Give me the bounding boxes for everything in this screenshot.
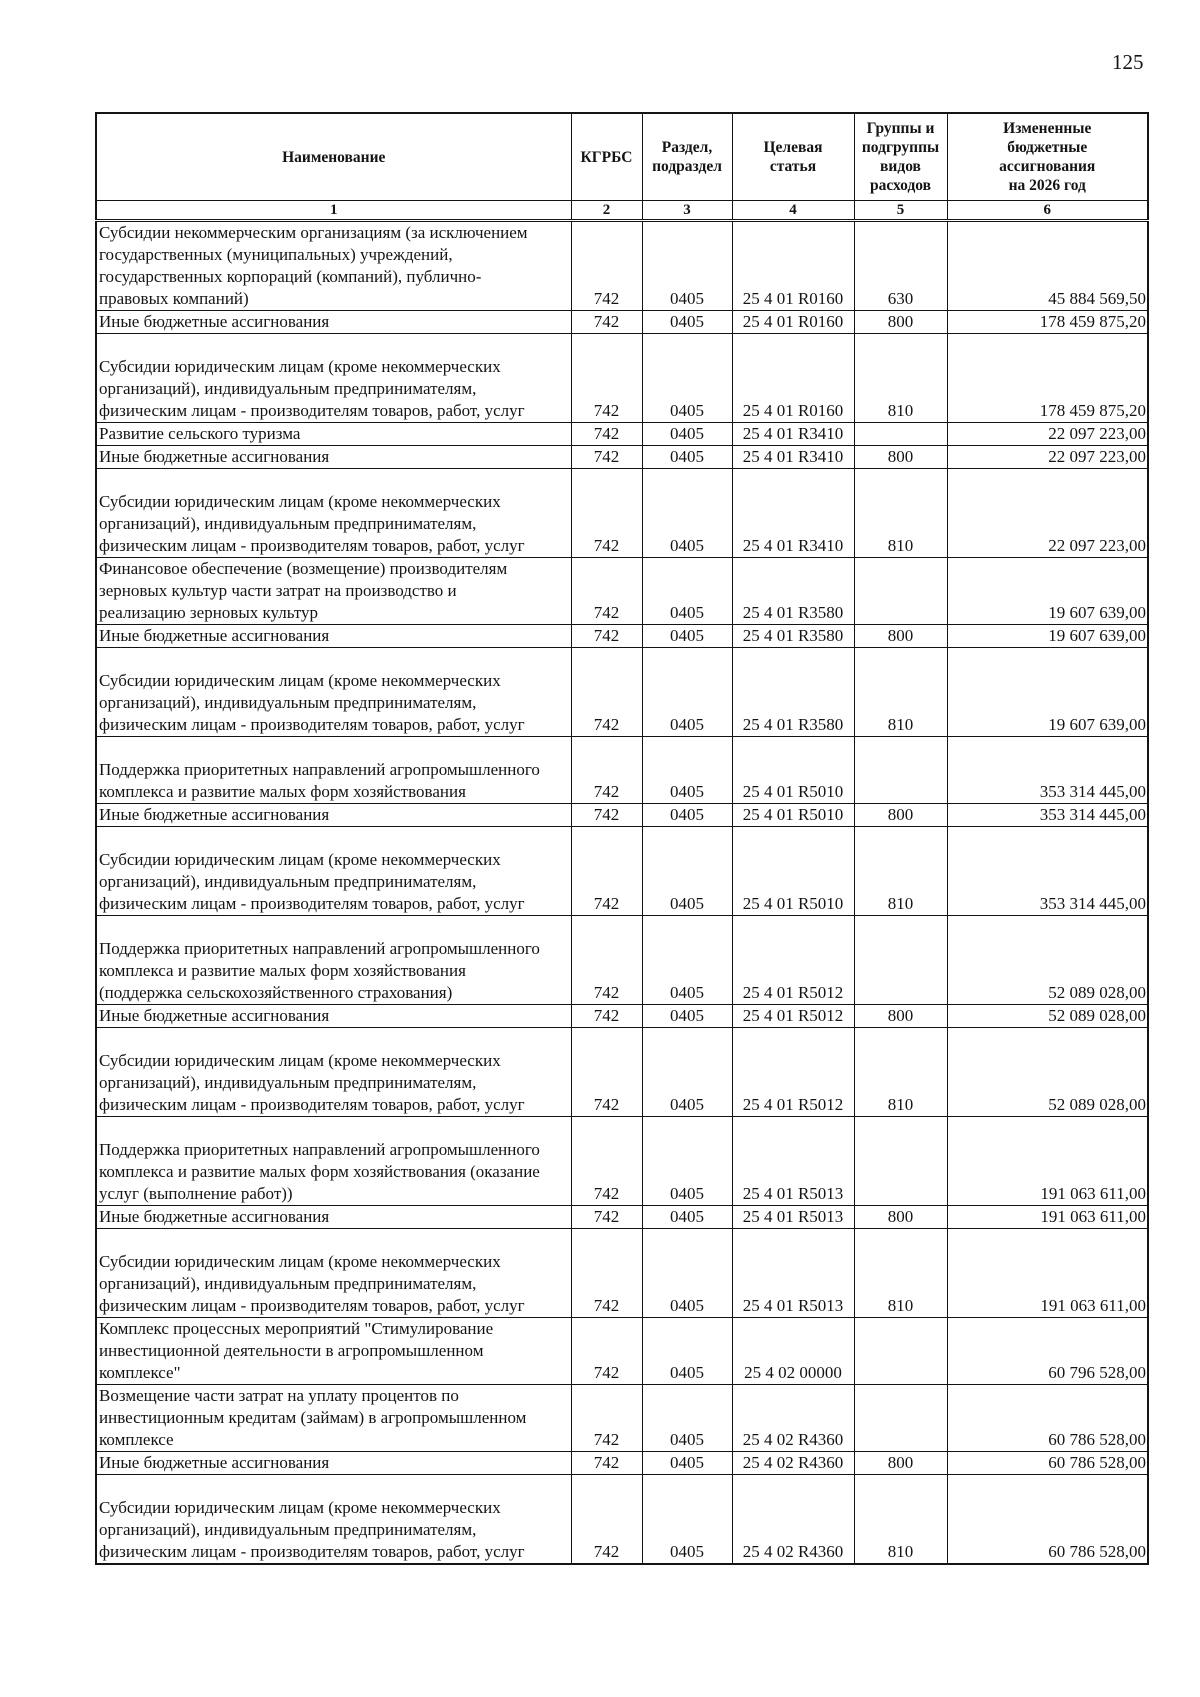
column-number: 3: [642, 201, 732, 221]
row-name-cell: Иные бюджетные ассигнования: [96, 1005, 571, 1028]
target-article-cell: 25 4 01 R3410: [732, 423, 854, 446]
section-cell: 0405: [642, 916, 732, 1005]
table-row: [96, 446, 1148, 469]
section-cell: 0405: [642, 1206, 732, 1229]
target-article-cell: 25 4 01 R5013: [732, 1117, 854, 1206]
expense-group-cell: [854, 1117, 947, 1206]
target-article-cell: 25 4 01 R3580: [732, 625, 854, 648]
header-kgrbs: КГРБС: [571, 113, 642, 201]
amount-cell: 60 786 528,00: [947, 1385, 1148, 1452]
amount-cell: 19 607 639,00: [947, 648, 1148, 737]
expense-group-cell: 800: [854, 804, 947, 827]
kgrbs-cell: 742: [571, 446, 642, 469]
section-cell: 0405: [642, 311, 732, 334]
amount-cell: 353 314 445,00: [947, 804, 1148, 827]
expense-group-cell: [854, 916, 947, 1005]
kgrbs-cell: 742: [571, 737, 642, 804]
target-article-cell: 25 4 01 R0160: [732, 311, 854, 334]
target-article-cell: 25 4 01 R3410: [732, 446, 854, 469]
target-article-cell: 25 4 01 R5012: [732, 1005, 854, 1028]
row-name-cell: Субсидии юридическим лицам (кроме некоммерческих организаций), индивидуальным предпринимателям, физическим лицам - производителям товаров, работ, услуг: [96, 648, 571, 737]
kgrbs-cell: 742: [571, 1005, 642, 1028]
kgrbs-cell: 742: [571, 1475, 642, 1565]
amount-cell: 22 097 223,00: [947, 446, 1148, 469]
section-cell: 0405: [642, 827, 732, 916]
expense-group-cell: 800: [854, 625, 947, 648]
kgrbs-cell: 742: [571, 423, 642, 446]
row-name-cell: Иные бюджетные ассигнования: [96, 446, 571, 469]
section-cell: 0405: [642, 558, 732, 625]
kgrbs-cell: 742: [571, 334, 642, 423]
section-cell: 0405: [642, 1229, 732, 1318]
table-row: [96, 1385, 1148, 1452]
expense-group-cell: 810: [854, 827, 947, 916]
table-row: [96, 827, 1148, 916]
target-article-cell: 25 4 01 R0160: [732, 221, 854, 311]
budget-table: [95, 112, 1149, 1565]
amount-cell: 191 063 611,00: [947, 1117, 1148, 1206]
target-article-cell: 25 4 02 R4360: [732, 1385, 854, 1452]
section-cell: 0405: [642, 1475, 732, 1565]
header-amount: Измененные бюджетные ассигнования на 2026 год: [947, 113, 1148, 201]
row-name-cell: Комплекс процессных мероприятий "Стимулирование инвестиционной деятельности в агропромышленном комплексе": [96, 1318, 571, 1385]
section-cell: 0405: [642, 1117, 732, 1206]
expense-group-cell: 800: [854, 311, 947, 334]
table-body: [96, 221, 1148, 1565]
table-row: [96, 625, 1148, 648]
table-row: [96, 469, 1148, 558]
header-expense-group: Группы и подгруппы видов расходов: [854, 113, 947, 201]
amount-cell: 60 796 528,00: [947, 1318, 1148, 1385]
row-name-cell: Субсидии некоммерческим организациям (за исключением государственных (муниципальных) учреждений, государственных корпораций (компаний), публично- правовых компаний): [96, 221, 571, 311]
expense-group-cell: 810: [854, 1028, 947, 1117]
section-cell: 0405: [642, 1318, 732, 1385]
expense-group-cell: 810: [854, 469, 947, 558]
expense-group-cell: 800: [854, 1005, 947, 1028]
target-article-cell: 25 4 01 R5013: [732, 1206, 854, 1229]
table-row: [96, 423, 1148, 446]
expense-group-cell: [854, 423, 947, 446]
table-row: [96, 1206, 1148, 1229]
section-cell: 0405: [642, 737, 732, 804]
expense-group-cell: 810: [854, 1229, 947, 1318]
kgrbs-cell: 742: [571, 1318, 642, 1385]
header-target-article: Целевая статья: [732, 113, 854, 201]
expense-group-cell: 800: [854, 1206, 947, 1229]
row-name-cell: Субсидии юридическим лицам (кроме некоммерческих организаций), индивидуальным предпринимателям, физическим лицам - производителям товаров, работ, услуг: [96, 1028, 571, 1117]
amount-cell: 22 097 223,00: [947, 469, 1148, 558]
expense-group-cell: [854, 558, 947, 625]
column-number-row: [96, 201, 1148, 221]
table-row: [96, 1229, 1148, 1318]
target-article-cell: 25 4 02 R4360: [732, 1452, 854, 1475]
row-name-cell: Иные бюджетные ассигнования: [96, 1206, 571, 1229]
table-row: [96, 311, 1148, 334]
amount-cell: 19 607 639,00: [947, 558, 1148, 625]
kgrbs-cell: 742: [571, 1385, 642, 1452]
row-name-cell: Развитие сельского туризма: [96, 423, 571, 446]
amount-cell: 353 314 445,00: [947, 737, 1148, 804]
expense-group-cell: [854, 1385, 947, 1452]
table-row: [96, 737, 1148, 804]
table-row: [96, 1318, 1148, 1385]
row-name-cell: Иные бюджетные ассигнования: [96, 804, 571, 827]
kgrbs-cell: 742: [571, 311, 642, 334]
target-article-cell: 25 4 01 R5013: [732, 1229, 854, 1318]
target-article-cell: 25 4 01 R3580: [732, 558, 854, 625]
kgrbs-cell: 742: [571, 916, 642, 1005]
target-article-cell: 25 4 01 R5010: [732, 804, 854, 827]
target-article-cell: 25 4 02 R4360: [732, 1475, 854, 1565]
table-row: [96, 648, 1148, 737]
column-number: 6: [947, 201, 1148, 221]
row-name-cell: Иные бюджетные ассигнования: [96, 1452, 571, 1475]
amount-cell: 52 089 028,00: [947, 916, 1148, 1005]
target-article-cell: 25 4 01 R3410: [732, 469, 854, 558]
row-name-cell: Субсидии юридическим лицам (кроме некоммерческих организаций), индивидуальным предпринимателям, физическим лицам - производителям товаров, работ, услуг: [96, 469, 571, 558]
row-name-cell: Поддержка приоритетных направлений агропромышленного комплекса и развитие малых форм хозяйствования (оказание услуг (выполнение работ)): [96, 1117, 571, 1206]
kgrbs-cell: 742: [571, 1028, 642, 1117]
section-cell: 0405: [642, 1028, 732, 1117]
table-row: [96, 334, 1148, 423]
section-cell: 0405: [642, 469, 732, 558]
table-row: [96, 916, 1148, 1005]
kgrbs-cell: 742: [571, 1117, 642, 1206]
row-name-cell: Субсидии юридическим лицам (кроме некоммерческих организаций), индивидуальным предпринимателям, физическим лицам - производителям товаров, работ, услуг: [96, 827, 571, 916]
target-article-cell: 25 4 01 R3580: [732, 648, 854, 737]
section-cell: 0405: [642, 1452, 732, 1475]
kgrbs-cell: 742: [571, 469, 642, 558]
expense-group-cell: 800: [854, 1452, 947, 1475]
expense-group-cell: [854, 737, 947, 804]
table-row: [96, 1005, 1148, 1028]
table-row: [96, 1117, 1148, 1206]
amount-cell: 60 786 528,00: [947, 1452, 1148, 1475]
row-name-cell: Субсидии юридическим лицам (кроме некоммерческих организаций), индивидуальным предпринимателям, физическим лицам - производителям товаров, работ, услуг: [96, 1229, 571, 1318]
header-row: [96, 113, 1148, 201]
section-cell: 0405: [642, 221, 732, 311]
section-cell: 0405: [642, 423, 732, 446]
amount-cell: 52 089 028,00: [947, 1028, 1148, 1117]
kgrbs-cell: 742: [571, 221, 642, 311]
table-row: [96, 1475, 1148, 1565]
row-name-cell: Финансовое обеспечение (возмещение) производителям зерновых культур части затрат на производство и реализацию зерновых культур: [96, 558, 571, 625]
table-row: [96, 558, 1148, 625]
header-section: Раздел, подраздел: [642, 113, 732, 201]
expense-group-cell: 630: [854, 221, 947, 311]
column-number: 2: [571, 201, 642, 221]
target-article-cell: 25 4 01 R0160: [732, 334, 854, 423]
page-number: 125: [1112, 50, 1144, 74]
expense-group-cell: 810: [854, 648, 947, 737]
table-row: [96, 1028, 1148, 1117]
column-number: 4: [732, 201, 854, 221]
target-article-cell: 25 4 02 00000: [732, 1318, 854, 1385]
amount-cell: 60 786 528,00: [947, 1475, 1148, 1565]
target-article-cell: 25 4 01 R5012: [732, 1028, 854, 1117]
row-name-cell: Иные бюджетные ассигнования: [96, 311, 571, 334]
section-cell: 0405: [642, 804, 732, 827]
kgrbs-cell: 742: [571, 1452, 642, 1475]
expense-group-cell: 800: [854, 446, 947, 469]
amount-cell: 178 459 875,20: [947, 311, 1148, 334]
table-row: [96, 804, 1148, 827]
section-cell: 0405: [642, 625, 732, 648]
row-name-cell: Возмещение части затрат на уплату процентов по инвестиционным кредитам (займам) в агропромышленном комплексе: [96, 1385, 571, 1452]
kgrbs-cell: 742: [571, 558, 642, 625]
amount-cell: 45 884 569,50: [947, 221, 1148, 311]
table-row: [96, 1452, 1148, 1475]
column-number: 5: [854, 201, 947, 221]
target-article-cell: 25 4 01 R5010: [732, 737, 854, 804]
expense-group-cell: [854, 1318, 947, 1385]
row-name-cell: Субсидии юридическим лицам (кроме некоммерческих организаций), индивидуальным предпринимателям, физическим лицам - производителям товаров, работ, услуг: [96, 1475, 571, 1565]
row-name-cell: Поддержка приоритетных направлений агропромышленного комплекса и развитие малых форм хозяйствования (поддержка сельскохозяйственного страхования): [96, 916, 571, 1005]
amount-cell: 191 063 611,00: [947, 1229, 1148, 1318]
target-article-cell: 25 4 01 R5010: [732, 827, 854, 916]
section-cell: 0405: [642, 446, 732, 469]
kgrbs-cell: 742: [571, 648, 642, 737]
section-cell: 0405: [642, 334, 732, 423]
table-row: [96, 221, 1148, 311]
amount-cell: 52 089 028,00: [947, 1005, 1148, 1028]
kgrbs-cell: 742: [571, 1206, 642, 1229]
column-number: 1: [96, 201, 571, 221]
amount-cell: 22 097 223,00: [947, 423, 1148, 446]
row-name-cell: Субсидии юридическим лицам (кроме некоммерческих организаций), индивидуальным предпринимателям, физическим лицам - производителям товаров, работ, услуг: [96, 334, 571, 423]
amount-cell: 191 063 611,00: [947, 1206, 1148, 1229]
target-article-cell: 25 4 01 R5012: [732, 916, 854, 1005]
amount-cell: 19 607 639,00: [947, 625, 1148, 648]
section-cell: 0405: [642, 648, 732, 737]
kgrbs-cell: 742: [571, 804, 642, 827]
header-name: Наименование: [96, 113, 571, 201]
section-cell: 0405: [642, 1385, 732, 1452]
section-cell: 0405: [642, 1005, 732, 1028]
expense-group-cell: 810: [854, 1475, 947, 1565]
expense-group-cell: 810: [854, 334, 947, 423]
row-name-cell: Поддержка приоритетных направлений агропромышленного комплекса и развитие малых форм хозяйствования: [96, 737, 571, 804]
kgrbs-cell: 742: [571, 1229, 642, 1318]
amount-cell: 178 459 875,20: [947, 334, 1148, 423]
kgrbs-cell: 742: [571, 625, 642, 648]
amount-cell: 353 314 445,00: [947, 827, 1148, 916]
row-name-cell: Иные бюджетные ассигнования: [96, 625, 571, 648]
kgrbs-cell: 742: [571, 827, 642, 916]
